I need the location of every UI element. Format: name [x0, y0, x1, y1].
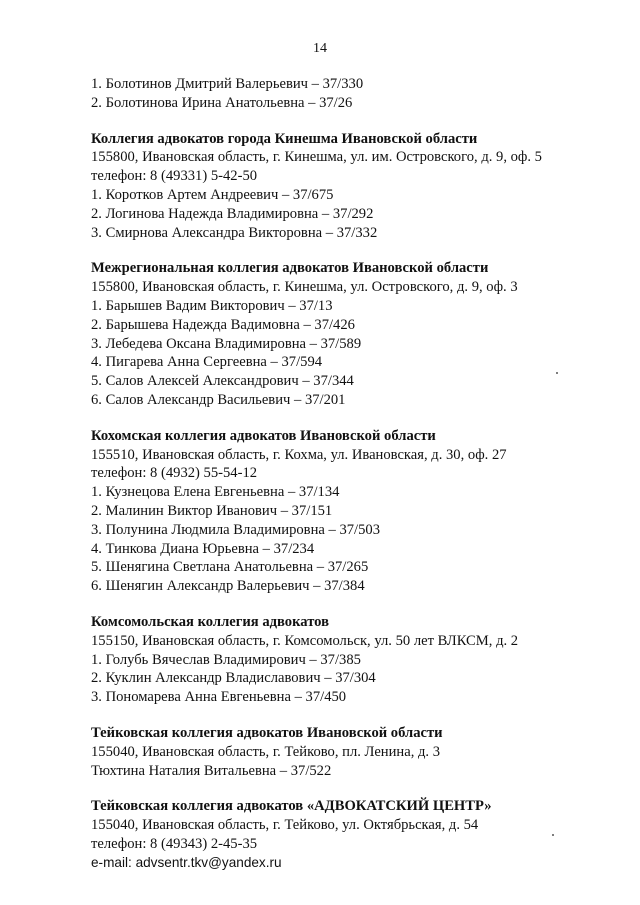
- section-komsomolsk: [91, 613, 611, 707]
- phone-line: телефон: 8 (4932) 55-54-12: [91, 465, 258, 482]
- address-line: 155040, Ивановская область, г. Тейково, пл. Ленина, д. 3: [91, 743, 441, 760]
- list-item: 1. Кузнецова Елена Евгеньевна – 37/134: [91, 484, 340, 501]
- section-teikovo: [91, 724, 611, 780]
- list-item: 4. Тинкова Диана Юрьевна – 37/234: [91, 540, 315, 557]
- phone-line: телефон: 8 (49331) 5-42-50: [91, 168, 258, 185]
- scan-speck: [552, 834, 554, 836]
- list-item: 5. Шенягина Светлана Анатольевна – 37/265: [91, 559, 369, 576]
- scan-speck: [556, 372, 558, 374]
- section-title: Комсомольская коллегия адвокатов: [91, 613, 329, 630]
- section-title: Коллегия адвокатов города Кинешма Ивановской области: [91, 130, 478, 147]
- document-content: [91, 75, 611, 872]
- list-item: 1. Барышев Вадим Викторович – 37/13: [91, 297, 333, 314]
- list-item: 6. Шенягин Александр Валерьевич – 37/384: [91, 578, 365, 595]
- section-kokhma: [91, 427, 611, 596]
- section-kineshma-city: [91, 130, 611, 243]
- list-item: 1. Болотинов Дмитрий Валерьевич – 37/330: [91, 76, 364, 92]
- list-item: 2. Куклин Александр Владиславович – 37/304: [91, 670, 376, 687]
- list-item: 3. Пономарева Анна Евгеньевна – 37/450: [91, 689, 347, 706]
- section-title: Кохомская коллегия адвокатов Ивановской области: [91, 427, 436, 444]
- list-item: 2. Барышева Надежда Вадимовна – 37/426: [91, 316, 355, 333]
- email-line: e-mail: advsentr.tkv@yandex.ru: [91, 854, 282, 870]
- list-item: 1. Голубь Вячеслав Владимирович – 37/385: [91, 651, 361, 668]
- list-item: 3. Смирнова Александра Викторовна – 37/332: [91, 224, 378, 241]
- list-item: 6. Салов Александр Васильевич – 37/201: [91, 391, 346, 408]
- section-title: Межрегиональная коллегия адвокатов Ивановской области: [91, 260, 489, 277]
- address-line: 155800, Ивановская область, г. Кинешма, ул. Островского, д. 9, оф. 3: [91, 279, 518, 296]
- list-item: 3. Лебедева Оксана Владимировна – 37/589: [91, 335, 362, 352]
- list-item: 5. Салов Алексей Александрович – 37/344: [91, 373, 354, 390]
- address-line: 155150, Ивановская область, г. Комсомольск, ул. 50 лет ВЛКСМ, д. 2: [91, 632, 519, 649]
- list-item: 3. Полунина Людмила Владимировна – 37/503: [91, 521, 380, 538]
- list-item: 2. Логинова Надежда Владимировна – 37/292: [91, 205, 374, 222]
- list-item: 1. Коротков Артем Андреевич – 37/675: [91, 186, 334, 203]
- phone-line: телефон: 8 (49343) 2-45-35: [91, 835, 258, 852]
- address-line: 155800, Ивановская область, г. Кинешма, ул. им. Островского, д. 9, оф. 5: [91, 149, 542, 166]
- section-title: Тейковская коллегия адвокатов «АДВОКАТСКИЙ ЦЕНТР»: [91, 798, 492, 815]
- list-item: 4. Пигарева Анна Сергеевна – 37/594: [91, 354, 323, 371]
- page-number: 14: [313, 41, 327, 56]
- list-item: Тюхтина Наталия Витальевна – 37/522: [91, 762, 332, 779]
- top-list: [91, 75, 611, 113]
- section-interregional: [91, 259, 611, 409]
- section-teikovo-advocate-center: [91, 797, 611, 872]
- section-title: Тейковская коллегия адвокатов Ивановской области: [91, 724, 443, 741]
- address-line: 155040, Ивановская область, г. Тейково, ул. Октябрьская, д. 54: [91, 817, 479, 834]
- list-item: 2. Малинин Виктор Иванович – 37/151: [91, 502, 333, 519]
- address-line: 155510, Ивановская область, г. Кохма, ул. Ивановская, д. 30, оф. 27: [91, 446, 507, 463]
- list-item: 2. Болотинова Ирина Анатольевна – 37/26: [91, 94, 353, 111]
